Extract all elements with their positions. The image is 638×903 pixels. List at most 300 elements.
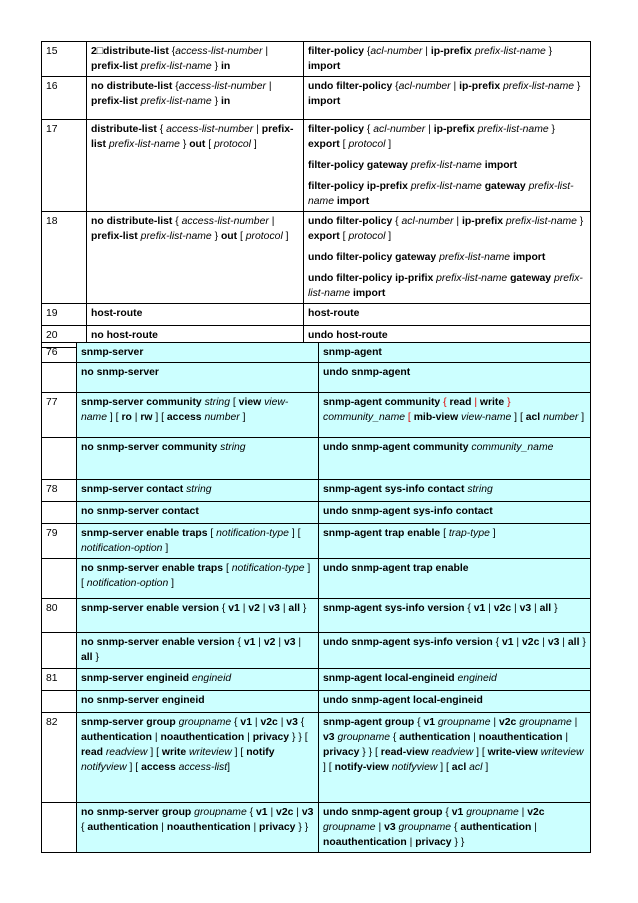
cisco-command-cell [77,669,319,691]
cisco-command-cell [77,343,319,363]
row-number [42,502,77,524]
table-row [42,438,591,480]
syntax-token: ] [239,412,246,423]
syntax-token: v1 [228,603,240,614]
syntax-token: groupname [194,807,247,818]
syntax-token: snmp-server enable traps [81,528,208,539]
syntax-token: | [453,216,462,227]
row-number: 80 [42,599,77,633]
syntax-token: ] [ [288,528,301,539]
syntax-token: string [204,397,230,408]
syntax-token: all [288,603,300,614]
table-row [42,212,591,304]
cisco-command-cell [77,363,319,393]
syntax-token: { [81,822,88,833]
syntax-token: no snmp-server contact [81,506,199,517]
huawei-command-cell [319,393,591,438]
syntax-token: | [539,637,548,648]
cisco-command-cell [77,393,319,438]
syntax-token: v2 [263,637,276,648]
routing-commands-table [41,41,591,348]
syntax-token: authentication [87,822,159,833]
syntax-token: ] [ [473,747,488,758]
syntax-token: filter-policy ip-prefix [308,181,408,192]
syntax-token: 2□distribute-list [91,46,169,57]
syntax-token: | [277,717,287,728]
syntax-token: acl-number [398,81,451,92]
row-number [42,691,77,713]
huawei-command-cell [304,304,591,326]
syntax-token: groupname [437,717,491,728]
syntax-token: string [467,484,493,495]
syntax-token: out [189,139,206,150]
syntax-token: | [490,717,499,728]
syntax-token: access-list-number [181,216,269,227]
syntax-token: host-route [308,308,360,319]
syntax-token: } [179,139,190,150]
huawei-command-cell [319,559,591,599]
syntax-token: snmp-server contact [81,484,184,495]
syntax-token: read [81,747,103,758]
syntax-token: { [231,717,241,728]
syntax-token: { [364,124,374,135]
syntax-token: { [464,603,474,614]
syntax-token: protocol [214,139,251,150]
syntax-token: view-name [81,397,289,423]
syntax-token: noauthentication [478,732,563,743]
table-row [42,599,591,633]
syntax-token: write [161,747,187,758]
syntax-token: ro [121,412,132,423]
syntax-token: | [531,603,540,614]
syntax-token: [ [339,139,349,150]
syntax-token: snmp-agent local-engineid [323,673,455,684]
syntax-token: v1 [451,807,464,818]
row-number [42,363,77,393]
command-line [308,328,586,343]
syntax-token: view-name [461,412,512,423]
row-number: 78 [42,480,77,502]
syntax-token: v3 [301,807,314,818]
syntax-token: } [507,397,511,408]
syntax-token: export [308,231,340,242]
syntax-token: | [152,732,161,743]
syntax-token: filter-policy gateway [308,160,408,171]
table-row [42,120,591,212]
syntax-token: } [92,652,99,663]
syntax-token: ] [489,528,496,539]
table-row [42,713,591,803]
syntax-token: | [406,837,416,848]
syntax-token: ] [282,231,289,242]
syntax-token: all [539,603,552,614]
syntax-token: v2c [527,807,545,818]
syntax-token: | [571,717,578,728]
syntax-token: snmp-server group [81,717,176,728]
syntax-token: prefix-list-name [140,231,212,242]
syntax-token: | [518,807,528,818]
syntax-token: } } [451,837,465,848]
syntax-token: v3 [519,603,532,614]
huawei-command-cell [304,77,591,120]
row-number: 79 [42,524,77,559]
syntax-token: mib-view [413,412,459,423]
syntax-token: noauthentication [323,837,407,848]
table-row [42,691,591,713]
syntax-token: } [545,46,553,57]
syntax-token: v2c [493,603,512,614]
syntax-token: | [253,124,262,135]
cisco-command-cell [77,480,319,502]
syntax-token: access [166,412,202,423]
syntax-token: groupname [337,732,391,743]
syntax-token: prefix-list [91,61,138,72]
syntax-token: no snmp-server [81,367,159,378]
syntax-token: all [567,637,580,648]
syntax-token: prefix-list [91,124,294,150]
syntax-token: [ [440,528,449,539]
syntax-token: | [513,637,523,648]
syntax-token: acl-number [401,216,454,227]
syntax-token: out [220,231,238,242]
syntax-token: ip-prefix [433,124,475,135]
syntax-token: | [470,732,479,743]
routing-commands-body [42,42,591,348]
table-row [42,803,591,853]
table-row [42,524,591,559]
syntax-token: access-list-number [178,81,266,92]
row-number: 16 [42,77,87,120]
row-number: 18 [42,212,87,304]
syntax-token: undo filter-policy [308,81,393,92]
syntax-token: } [211,96,221,107]
syntax-token: snmp-agent group [323,717,415,728]
syntax-token: | [259,603,269,614]
syntax-token: prefix-list-name [410,160,482,171]
syntax-token: protocol [348,231,386,242]
row-number: 81 [42,669,77,691]
syntax-token: no snmp-server enable traps [81,563,224,574]
syntax-token: undo snmp-agent group [323,807,443,818]
syntax-token: snmp-agent sys-info version [323,603,465,614]
syntax-token: [ [205,139,215,150]
syntax-token: { [392,216,402,227]
syntax-token: v3 [384,822,396,833]
syntax-token: { [451,822,461,833]
syntax-token: snmp-server enable version [81,603,220,614]
syntax-token: | [375,822,385,833]
syntax-token: no snmp-server community [81,442,218,453]
syntax-token: rw [140,412,153,423]
huawei-command-cell [319,480,591,502]
snmp-commands-body [42,343,591,853]
syntax-token: ] [ [107,412,122,423]
syntax-token: notification-type [231,563,305,574]
syntax-token: snmp-server engineid [81,673,189,684]
cisco-command-cell [77,438,319,480]
huawei-command-cell [319,599,591,633]
syntax-token: { [219,603,229,614]
syntax-token: import [336,196,370,207]
snmp-commands-table [41,342,591,853]
syntax-token: engineid [457,673,497,684]
syntax-token: ] [162,543,169,554]
syntax-token: v3 [286,717,298,728]
syntax-token: ] [482,762,489,773]
command-line [308,271,586,301]
syntax-token: | [250,822,260,833]
syntax-token: | [158,822,167,833]
huawei-command-cell [319,502,591,524]
syntax-token: | [511,603,520,614]
table-row [42,480,591,502]
table-row [42,304,591,326]
syntax-token: groupname [178,717,232,728]
syntax-token: } [299,603,307,614]
syntax-token: noauthentication [166,822,251,833]
cisco-command-cell [77,502,319,524]
syntax-token: view [238,397,262,408]
table-row [42,559,591,599]
syntax-token: v1 [256,807,268,818]
syntax-token: { [168,46,176,57]
syntax-token: v2c [522,637,540,648]
syntax-token: host-route [91,308,143,319]
syntax-token: acl [469,762,483,773]
syntax-token: ] [ [323,762,335,773]
syntax-token: undo snmp-agent [323,367,411,378]
cisco-command-cell [87,212,304,304]
syntax-token: undo snmp-agent sys-info version [323,637,493,648]
syntax-token: import [484,160,518,171]
table-row [42,393,591,438]
syntax-token: prefix-list-name [410,181,482,192]
huawei-command-cell [319,343,591,363]
syntax-token: { [392,81,399,92]
syntax-token: ] [ [437,762,452,773]
table-row [42,42,591,77]
syntax-token: protocol [245,231,283,242]
syntax-token: | [474,397,478,408]
syntax-token: | [562,732,569,743]
cisco-command-cell [77,599,319,633]
row-number: 77 [42,393,77,438]
syntax-token: ip-prefix [462,216,503,227]
row-number: 20 [42,326,87,348]
syntax-token: | [559,637,568,648]
syntax-token: snmp-agent sys-info contact [323,484,465,495]
syntax-token: v3 [547,637,560,648]
cisco-command-cell [77,633,319,669]
syntax-token: prefix-list-name [140,96,212,107]
syntax-token: prefix-list-name [439,252,511,263]
command-line [308,306,586,321]
syntax-token: all [81,652,93,663]
table-row [42,77,591,120]
syntax-token: read-view [380,747,429,758]
syntax-token: notify [246,747,275,758]
syntax-token: { [234,637,244,648]
syntax-token: undo filter-policy gateway [308,252,437,263]
syntax-token: { [414,717,424,728]
syntax-token: privacy [259,822,296,833]
syntax-token: | [262,46,269,57]
syntax-token: notification-option [81,543,163,554]
syntax-token: prefix-list-name [474,46,546,57]
syntax-token: prefix-list-name [503,81,575,92]
syntax-token: privacy [252,732,290,743]
syntax-token: ] [227,762,231,773]
syntax-token: write [479,397,505,408]
syntax-token: prefix-list-name [308,181,574,207]
syntax-token: snmp-agent trap enable [323,528,441,539]
syntax-token: groupname [466,807,519,818]
table-row [42,502,591,524]
syntax-token: ] [ [81,563,311,589]
huawei-command-cell [304,120,591,212]
huawei-command-cell [319,713,591,803]
syntax-token: } } [ [359,747,381,758]
syntax-token: prefix-list [91,96,138,107]
syntax-token: acl [525,412,541,423]
syntax-token: trap-type [448,528,490,539]
syntax-token: noauthentication [160,732,245,743]
syntax-token: [ [223,563,232,574]
syntax-token: no snmp-server enable version [81,637,235,648]
syntax-token: ] [578,412,585,423]
syntax-token: | [131,412,141,423]
cisco-command-cell [87,42,304,77]
syntax-token: } [548,124,556,135]
syntax-token: in [220,96,231,107]
syntax-token: in [220,61,231,72]
syntax-token: ] [ [147,747,162,758]
cisco-command-cell [87,77,304,120]
command-line [308,122,586,152]
huawei-command-cell [319,691,591,713]
syntax-token: groupname [519,717,572,728]
syntax-token: | [422,46,431,57]
syntax-token: number [204,412,240,423]
syntax-token: authentication [460,822,532,833]
syntax-token: { [442,807,452,818]
syntax-token: no distribute-list [91,81,173,92]
syntax-token: access-list-number [166,124,254,135]
syntax-token: acl [451,762,467,773]
syntax-token: } } [295,822,309,833]
huawei-command-cell [319,363,591,393]
row-number: 82 [42,713,77,803]
syntax-token: no distribute-list [91,216,173,227]
command-line [308,44,586,74]
syntax-token: string [186,484,212,495]
syntax-token: { [172,81,179,92]
syntax-token: notifyview [391,762,438,773]
syntax-token: string [220,442,246,453]
syntax-token: v3 [323,732,335,743]
syntax-token: v1 [240,717,252,728]
syntax-token: | [295,637,302,648]
syntax-token: ] [ [511,412,526,423]
syntax-token: no host-route [91,330,158,341]
syntax-token: undo snmp-agent community [323,442,469,453]
syntax-token: prefix-list-name [477,124,549,135]
syntax-token: writeview [540,747,584,758]
cisco-command-cell [77,803,319,853]
syntax-token: undo filter-policy ip-prifix [308,273,434,284]
huawei-command-cell [304,42,591,77]
row-number [42,633,77,669]
cisco-command-cell [87,304,304,326]
syntax-token: distribute-list [91,124,157,135]
syntax-token: [ [207,528,217,539]
syntax-token: [ [237,231,246,242]
syntax-token: prefix-list-name [140,61,212,72]
syntax-token: readview [431,747,474,758]
syntax-token: | [279,603,289,614]
syntax-token: undo snmp-agent trap enable [323,563,469,574]
huawei-command-cell [319,633,591,669]
syntax-token: undo filter-policy [308,216,393,227]
syntax-token: no snmp-server engineid [81,695,205,706]
syntax-token: notify-view [334,762,389,773]
syntax-token: gateway [484,181,526,192]
syntax-token: [ [339,231,349,242]
command-line [308,158,586,173]
syntax-token: { [390,732,400,743]
syntax-token: } [211,61,221,72]
syntax-token: { [156,124,167,135]
syntax-token: | [251,717,261,728]
syntax-token: v3 [268,603,280,614]
syntax-token: prefix-list-name [505,216,577,227]
row-number [42,438,77,480]
syntax-token: | [425,124,434,135]
syntax-token: v1 [473,603,486,614]
cisco-command-cell [77,524,319,559]
syntax-token: | [268,216,275,227]
syntax-token: authentication [81,732,153,743]
command-line [308,179,586,209]
syntax-token: import [308,96,341,107]
syntax-token: prefix-list [91,231,138,242]
syntax-token: } [551,603,558,614]
syntax-token: writeview [189,747,232,758]
table-row [42,633,591,669]
syntax-token: { [297,717,305,728]
syntax-token: v2 [248,603,260,614]
syntax-token: authentication [399,732,471,743]
syntax-token: { [364,46,371,57]
command-line [308,214,586,244]
syntax-token: groupname [398,822,452,833]
syntax-token: import [308,61,341,72]
syntax-token: snmp-agent community [323,397,441,408]
syntax-token: community_name [471,442,554,453]
syntax-token: ] [ [231,747,247,758]
syntax-token: notifyview [81,762,127,773]
syntax-token: | [450,81,460,92]
syntax-token: undo snmp-agent sys-info contact [323,506,493,517]
syntax-token: v2c [498,717,517,728]
syntax-token: gateway [510,273,552,284]
command-line [308,250,586,265]
syntax-token: [ [407,412,411,423]
cisco-command-cell [87,120,304,212]
syntax-token: import [353,288,386,299]
table-row [42,343,591,363]
syntax-token: write-view [487,747,538,758]
